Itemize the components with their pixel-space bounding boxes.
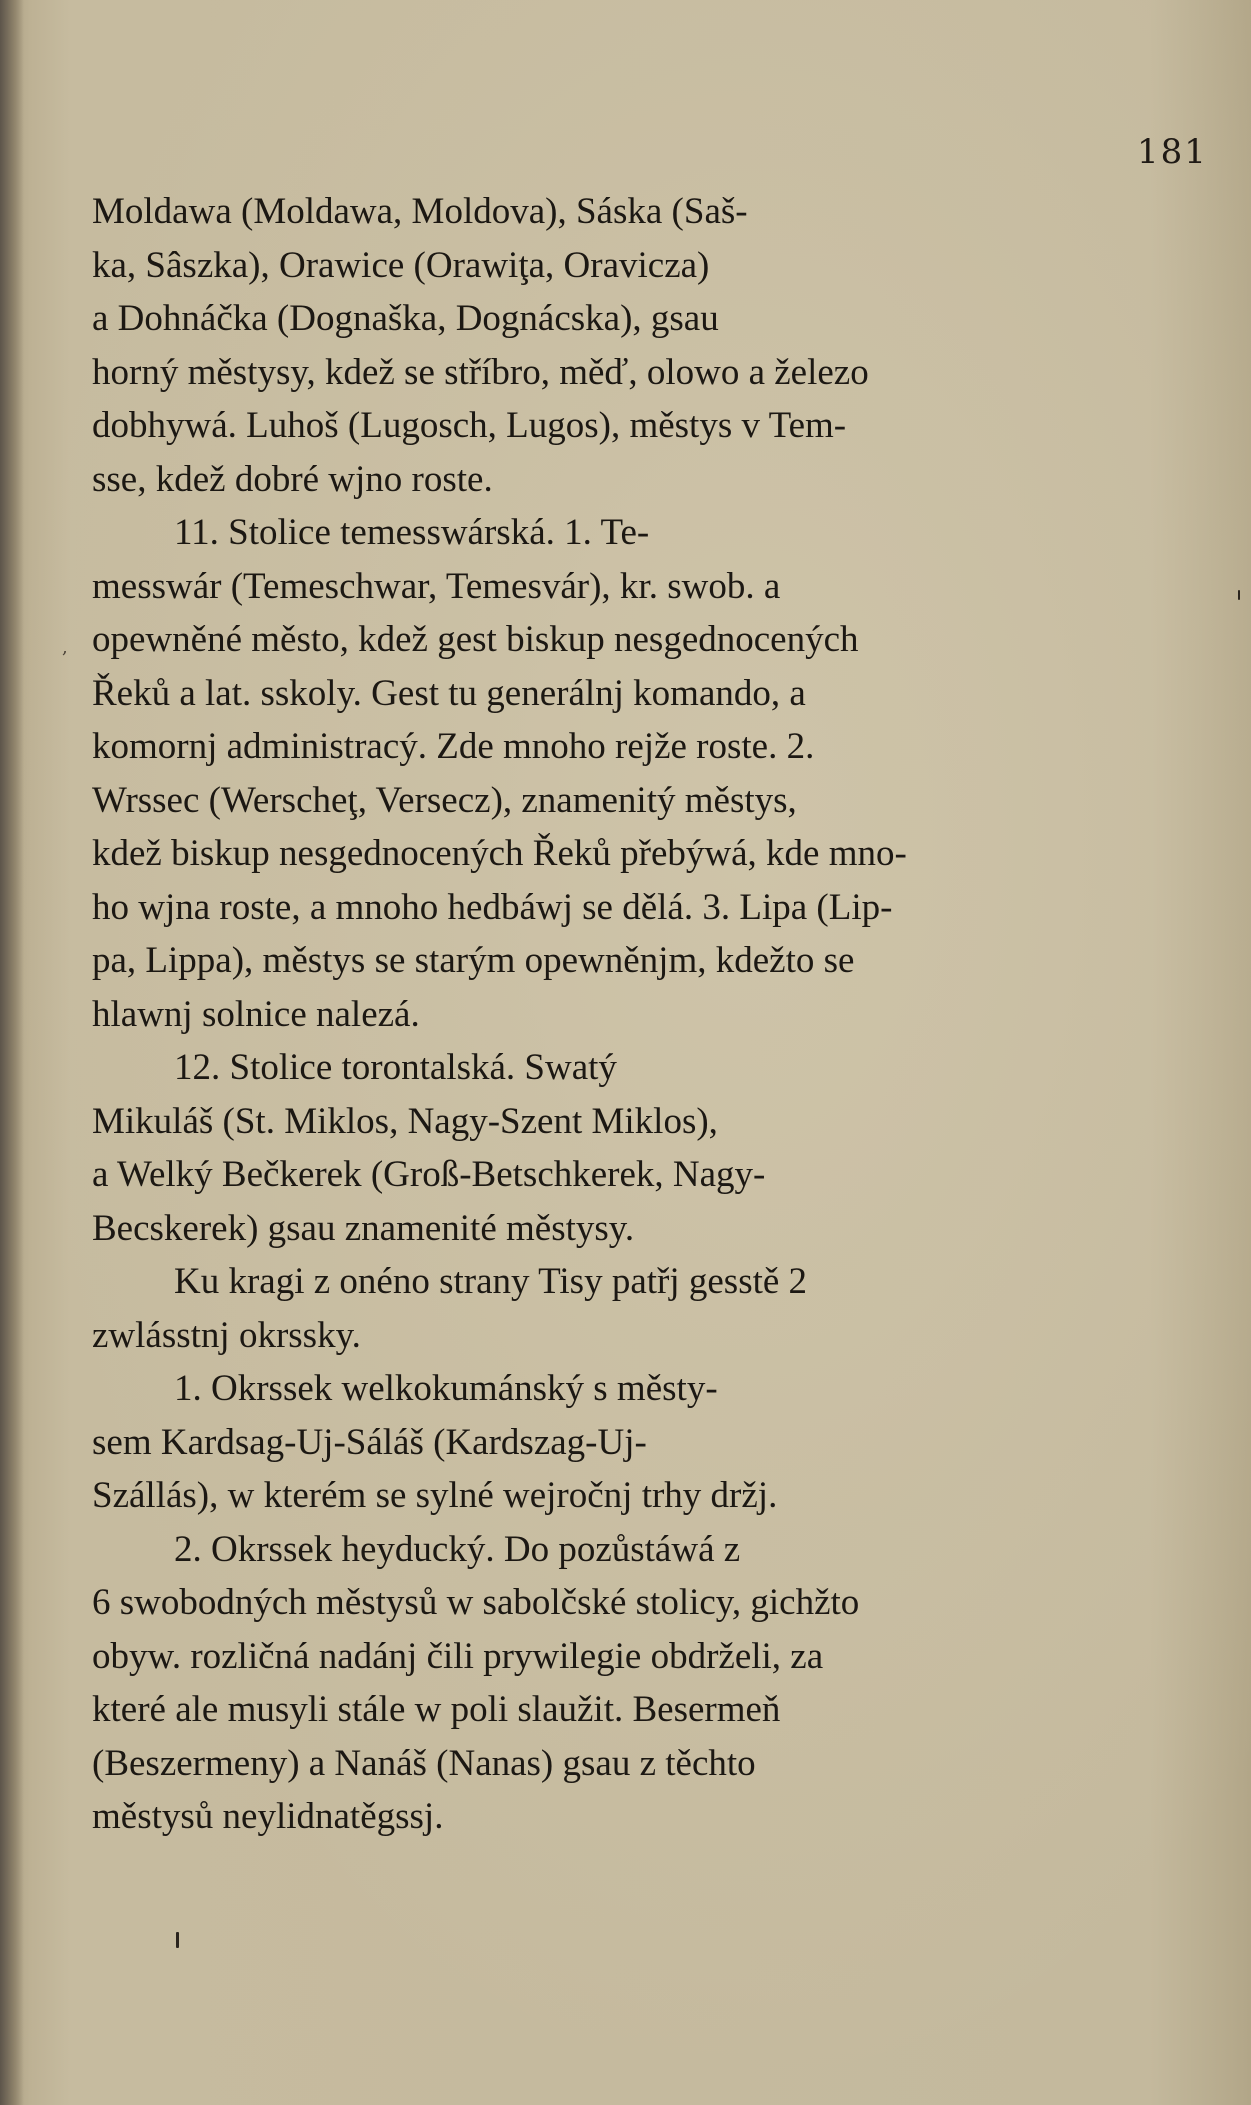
page-number: 181 xyxy=(1137,132,1208,172)
text-line: které ale musyli stále w poli slaužit. Besermeň xyxy=(92,1689,781,1730)
ink-speck xyxy=(1238,590,1240,600)
page-text xyxy=(92,185,1092,1844)
text-line: (Beszermeny) a Nanáš (Nanas) gsau z těchto xyxy=(92,1742,756,1784)
section-heading-11: 11. Stolice temesswárská. 1. Te- xyxy=(174,512,650,553)
text-line: a Dohnáčka (Dognaška, Dognácska), gsau xyxy=(92,298,719,339)
text-line: Szállás), w kterém se sylné wejročnj trhy držj. xyxy=(92,1475,778,1516)
text-line: 6 swobodných městysů w sabolčské stolicy, gichžto xyxy=(92,1582,860,1623)
text-line: Becskerek) gsau znamenité městysy. xyxy=(92,1207,635,1249)
page-binding-edge xyxy=(0,0,24,2105)
text-line: komornj administracý. Zde mnoho rejže roste. 2. xyxy=(92,726,815,767)
text-line: kdež biskup nesgednocených Řeků přebýwá, kde mno- xyxy=(92,833,907,874)
text-line: zwlásstnj okrssky. xyxy=(92,1314,361,1356)
text-line: obyw. rozličná nadánj čili prywilegie obdrželi, za xyxy=(92,1635,824,1677)
text-line: Mikuláš (St. Miklos, Nagy-Szent Miklos), xyxy=(92,1100,718,1142)
text-line: Moldawa (Moldawa, Moldova), Sáska (Saš- xyxy=(92,191,748,232)
text-line: sem Kardsag-Uj-Sáláš (Kardszag-Uj- xyxy=(92,1421,647,1463)
section-heading-district-2: 2. Okrssek heyducký. Do pozůstáwá z xyxy=(174,1528,741,1570)
margin-mark: , xyxy=(62,637,68,658)
text-line: Řeků a lat. sskoly. Gest tu generálnj komando, a xyxy=(92,672,806,714)
text-line: messwár (Temeschwar, Temesvár), kr. swob. a xyxy=(92,565,781,607)
text-line: Ku kragi z onéno strany Tisy patřj gesstě 2 xyxy=(174,1261,808,1302)
text-line: Wrssec (Werscheţ, Versecz), znamenitý městys, xyxy=(92,779,797,821)
text-line: ka, Sâszka), Orawice (Orawiţa, Oravicza) xyxy=(92,244,710,286)
section-heading-12: 12. Stolice torontalská. Swatý xyxy=(174,1047,617,1088)
text-line: sse, kdež dobré wjno roste. xyxy=(92,458,493,500)
text-line: opewněné město, kdež gest biskup nesgednocených xyxy=(92,619,859,660)
text-line: ho wjna roste, a mnoho hedbáwj se dělá. 3. Lipa (Lip- xyxy=(92,886,893,928)
text-line: pa, Lippa), městys se starým opewněnjm, kdežto se xyxy=(92,940,855,981)
text-line: městysů neylidnatěgssj. xyxy=(92,1796,444,1837)
text-line: hlawnj solnice nalezá. xyxy=(92,993,420,1035)
text-line: a Welký Bečkerek (Groß-Betschkerek, Nagy- xyxy=(92,1154,766,1195)
section-heading-district-1: 1. Okrssek welkokumánský s městy- xyxy=(174,1368,718,1409)
ink-speck xyxy=(176,1932,179,1948)
text-line: dobhywá. Luhoš (Lugosch, Lugos), městys v Tem- xyxy=(92,405,847,446)
text-line: horný městysy, kdež se stříbro, měď, olowo a železo xyxy=(92,351,869,393)
